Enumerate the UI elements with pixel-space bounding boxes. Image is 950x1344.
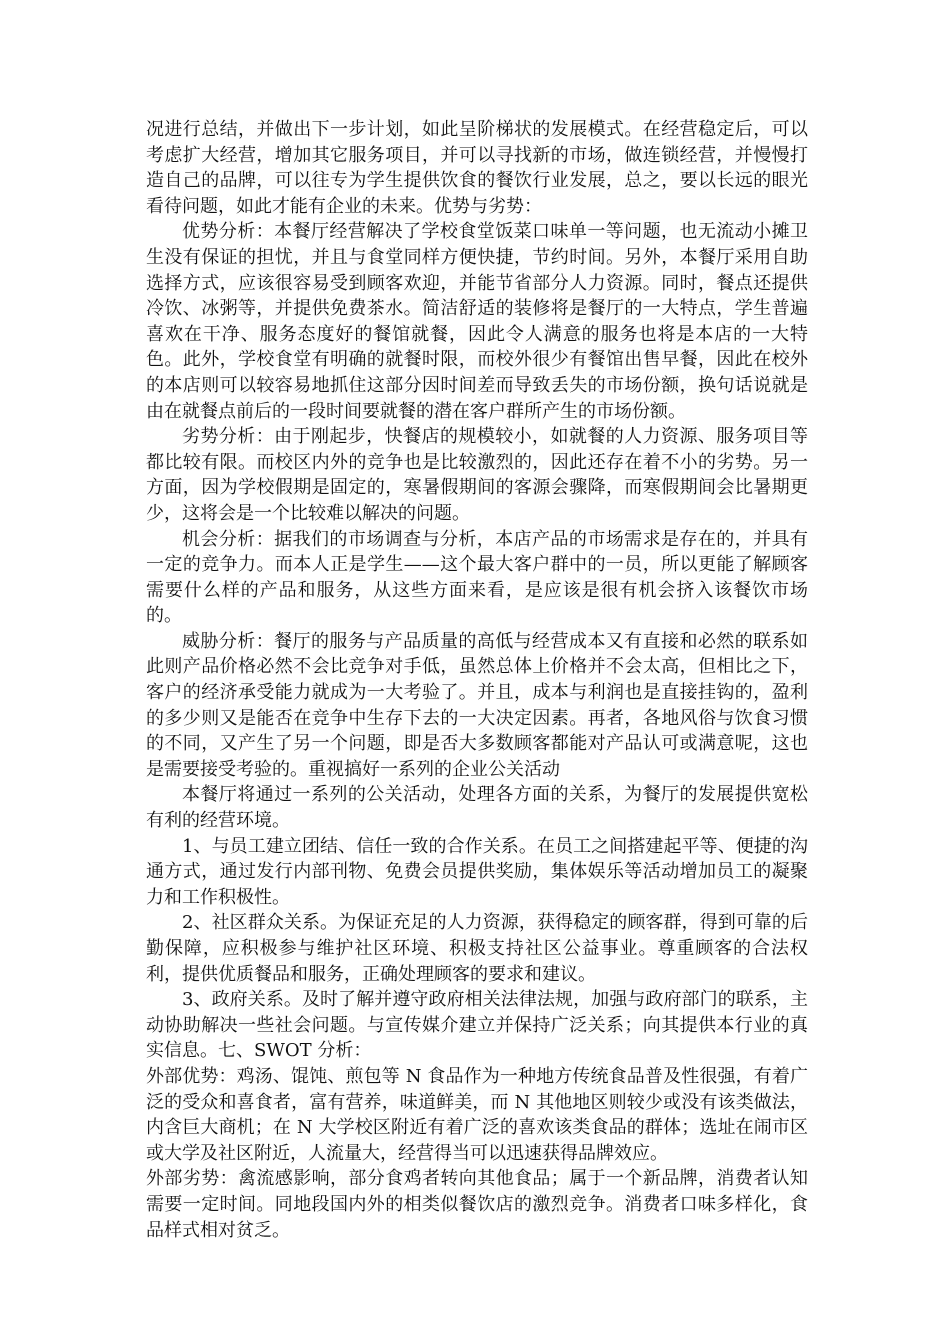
paragraph-community-relations: 2、社区群众关系。为保证充足的人力资源，获得稳定的顾客群，得到可靠的后勤保障，应积极参与维护社区环境、积极支持社区公益事业。尊重顾客的合法权利，提供优质餐品和服务，正确处理顾客的要求和建议。 [146,912,808,985]
paragraph-government-relations: 3、政府关系。及时了解并遵守政府相关法律法规，加强与政府部门的联系，主动协助解决一些社会问题。与宣传媒介建立并保持广泛关系；向其提供本行业的真实信息。七、SWOT 分析： [146,989,808,1062]
paragraph-threats: 威胁分析：餐厅的服务与产品质量的高低与经营成本又有直接和必然的联系如此则产品价格必然不会比竞争对手低，虽然总体上价格并不会太高，但相比之下，客户的经济承受能力就成为一大考验了。并且，成本与利润也是直接挂钩的，盈利的多少则又是能否在竞争中生存下去的一大决定因素。再者，各地风俗与饮食习惯的不同，又产生了另一个问题，即是否大多数顾客都能对产品认可或满意呢，这也是需要接受考验的。重视搞好一系列的企业公关活动 [146,630,808,780]
paragraph-weaknesses: 劣势分析：由于刚起步，快餐店的规模较小，如就餐的人力资源、服务项目等都比较有限。而校区内外的竞争也是比较激烈的，因此还存在着不小的劣势。另一方面，因为学校假期是固定的，寒暑假期间的客源会骤降，而寒假期间会比暑期更少，这将会是一个比较难以解决的问题。 [146,426,808,524]
paragraph-external-weaknesses: 外部劣势：禽流感影响，部分食鸡者转向其他食品；属于一个新品牌，消费者认知需要一定时间。同地段国内外的相类似餐饮店的激烈竞争。消费者口味多样化，食品样式相对贫乏。 [146,1168,808,1241]
paragraph-employee-relations: 1、与员工建立团结、信任一致的合作关系。在员工之间搭建起平等、便捷的沟通方式，通过发行内部刊物、免费会员提供奖励，集体娱乐等活动增加员工的凝聚力和工作积极性。 [146,835,808,908]
paragraph-external-strengths: 外部优势：鸡汤、馄饨、煎包等 N 食品作为一种地方传统食品普及性很强，有着广泛的受众和喜食者，富有营养，味道鲜美，而 N 其他地区则较少或没有该类做法，内含巨大商机；在 N 大学校区附近有着广泛的喜欢该类食品的群体；选址在闹市区或大学及社区附近，人流量大，经营得当可以迅速获得品牌效应。 [146,1065,808,1164]
paragraph-summary-plan: 况进行总结，并做出下一步计划，如此呈阶梯状的发展模式。在经营稳定后，可以考虑扩大经营，增加其它服务项目，并可以寻找新的市场，做连锁经营，并慢慢打造自己的品牌，可以往专为学生提供饮食的餐饮行业发展，总之，要以长远的眼光看待问题，如此才能有企业的未来。优势与劣势： [146,119,808,217]
paragraph-opportunities: 机会分析：据我们的市场调查与分析，本店产品的市场需求是存在的，并具有一定的竞争力。而本人正是学生——这个最大客户群中的一员，所以更能了解顾客需要什么样的产品和服务，从这些方面来看，是应该是很有机会挤入该餐饮市场的。 [146,528,808,627]
document-body [146,117,808,1243]
paragraph-public-relations: 本餐厅将通过一系列的公关活动，处理各方面的关系，为餐厅的发展提供宽松有利的经营环境。 [146,784,808,832]
paragraph-strengths: 优势分析：本餐厅经营解决了学校食堂饭菜口味单一等问题，也无流动小摊卫生没有保证的担忧，并且与食堂同样方便快捷，节约时间。另外，本餐厅采用自助选择方式，应该很容易受到顾客欢迎，并能节省部分人力资源。同时，餐点还提供冷饮、冰粥等，并提供免费茶水。简洁舒适的装修将是餐厅的一大特点，学生普遍喜欢在干净、服务态度好的餐馆就餐，因此令人满意的服务也将是本店的一大特色。此外，学校食堂有明确的就餐时限，而校外很少有餐馆出售早餐，因此在校外的本店则可以较容易地抓住这部分因时间差而导致丢失的市场份额，换句话说就是由在就餐点前后的一段时间要就餐的潜在客户群所产生的市场份额。 [146,221,808,422]
